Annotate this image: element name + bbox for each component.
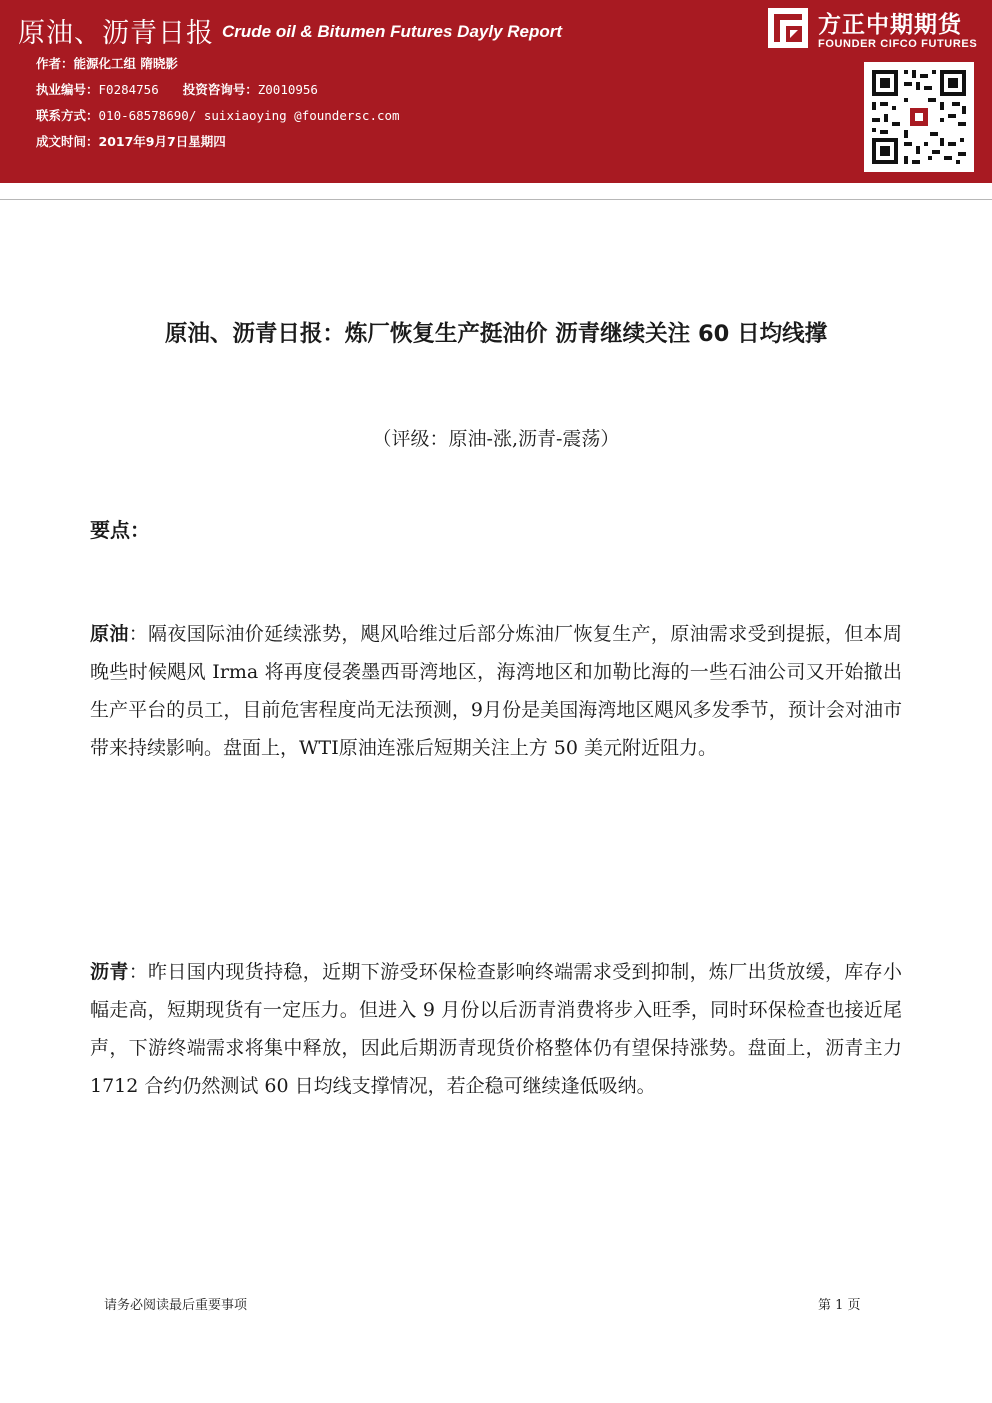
bitumen-lead: 沥青 — [90, 961, 129, 983]
header-banner — [0, 0, 992, 183]
author-info — [36, 56, 400, 160]
license-value: F0284756 — [98, 82, 159, 97]
crude-oil-text: ：隔夜国际油价延续涨势，飓风哈维过后部分炼油厂恢复生产，原油需求受到提振，但本周晚些时候飓风 Irma 将再度侵袭墨西哥湾地区，海湾地区和加勒比海的一些石油公司又开始撤出生产平台的员工，目前危害程度尚无法预测，9月份是美国海湾地区飓风多发季节，预计会对油市带来持续影响。盘面上，WTI原油连涨后短期关注上方 50 美元附近阻力。 — [90, 623, 902, 759]
qr-code-icon — [864, 62, 974, 172]
page-number: 第 1 页 — [818, 1298, 861, 1313]
crude-oil-paragraph — [90, 615, 902, 767]
author-label: 作者： — [36, 56, 74, 71]
qr-code — [864, 62, 974, 172]
contact-value[interactable]: 010-68578690/ suixiaoying @foundersc.com — [98, 108, 400, 123]
report-title-cn: 原油、沥青日报 — [18, 17, 214, 49]
brand-name-en: FOUNDER CIFCO FUTURES — [818, 38, 978, 50]
header-divider — [0, 183, 992, 200]
rating: （评级：原油-涨,沥青-震荡） — [372, 428, 620, 450]
date-value: 2017年9月7日星期四 — [98, 134, 226, 149]
document-title: 原油、沥青日报：炼厂恢复生产挺油价 沥青继续关注 60 日均线撑 — [164, 321, 828, 347]
brand-name-cn: 方正中期期货 — [818, 12, 962, 38]
report-title — [18, 10, 562, 50]
license-label: 执业编号： — [36, 82, 99, 97]
footer-disclaimer: 请务必阅读最后重要事项 — [104, 1298, 248, 1313]
consult-label: 投资咨询号： — [182, 82, 258, 97]
crude-oil-lead: 原油 — [90, 623, 129, 645]
founder-logo-icon — [766, 6, 810, 50]
report-title-en: Crude oil & Bitumen Futures Dayly Report — [222, 22, 563, 41]
date-line — [36, 134, 400, 160]
author-line — [36, 56, 400, 82]
license-line — [36, 82, 400, 108]
contact-label: 联系方式： — [36, 108, 99, 123]
bitumen-paragraph — [90, 953, 902, 1105]
author-value: 能源化工组 隋晓影 — [73, 56, 178, 71]
date-label: 成文时间： — [36, 134, 99, 149]
bitumen-text: ：昨日国内现货持稳，近期下游受环保检查影响终端需求受到抑制，炼厂出货放缓，库存小幅走高，短期现货有一定压力。但进入 9 月份以后沥青消费将步入旺季，同时环保检查也接近尾声，下游终端需求将集中释放，因此后期沥青现货价格整体仍有望保持涨势。盘面上，沥青主力 1712 合约仍然测试 60 日均线支撑情况，若企稳可继续逢低吸纳。 — [90, 961, 902, 1097]
key-points-heading: 要点： — [90, 518, 150, 542]
consult-value: Z0010956 — [257, 82, 318, 97]
brand-logo — [766, 6, 986, 56]
contact-line — [36, 108, 400, 134]
